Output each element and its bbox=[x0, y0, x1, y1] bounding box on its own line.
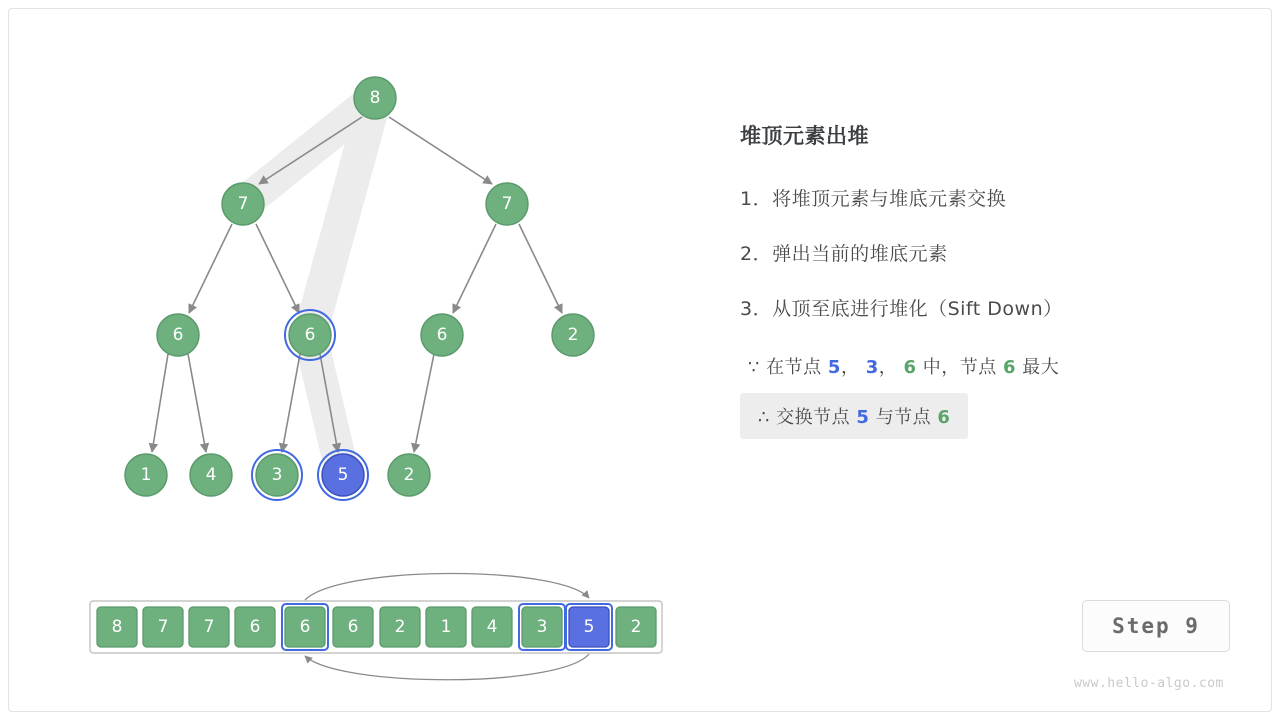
reason-premise-max: 6 bbox=[1002, 357, 1016, 378]
array-cell bbox=[426, 607, 466, 647]
tree-node-label: 7 bbox=[501, 194, 513, 214]
reason-conclusion-middle: 与节点 bbox=[875, 407, 932, 428]
reason-premise-b: 3 bbox=[865, 357, 879, 378]
tree-node bbox=[552, 314, 594, 356]
panel-step-1: 1．将堆顶元素与堆底元素交换 bbox=[740, 188, 1007, 210]
array-cell-label: 7 bbox=[157, 617, 169, 637]
array-cell-label: 2 bbox=[630, 617, 642, 637]
tree-node bbox=[222, 183, 264, 225]
reason-premise-a: 5 bbox=[827, 357, 841, 378]
array-cell-label: 6 bbox=[249, 617, 261, 637]
tree-node bbox=[190, 454, 232, 496]
array-cell bbox=[333, 607, 373, 647]
reason-premise-prefix: ∵ 在节点 bbox=[748, 357, 822, 378]
array-cell-selected bbox=[519, 604, 565, 650]
tree-node-selected bbox=[252, 450, 302, 500]
reason-conclusion-a: 5 bbox=[856, 407, 870, 428]
tree-node-label: 5 bbox=[337, 465, 349, 485]
reason-premise-c: 6 bbox=[903, 357, 917, 378]
tree-node-label: 8 bbox=[369, 88, 381, 108]
array-cell-label: 6 bbox=[347, 617, 359, 637]
reason-conclusion-prefix: ∴ 交换节点 bbox=[758, 407, 851, 428]
array-cell-label: 4 bbox=[486, 617, 498, 637]
array-cell bbox=[380, 607, 420, 647]
array-cell-label: 1 bbox=[440, 617, 452, 637]
array-cell-label: 6 bbox=[299, 617, 311, 637]
reason-conclusion-b: 6 bbox=[937, 407, 951, 428]
tree-node-label: 7 bbox=[237, 194, 249, 214]
tree-node bbox=[421, 314, 463, 356]
reason-premise-suffix: 最大 bbox=[1022, 357, 1060, 378]
tree-node-selected bbox=[285, 310, 335, 360]
tree-node-label: 2 bbox=[403, 465, 415, 485]
sift-down-path-highlight bbox=[243, 98, 375, 475]
array-cell bbox=[616, 607, 656, 647]
panel-step-3: 3．从顶至底进行堆化（Sift Down） bbox=[740, 298, 1063, 320]
panel-step-2: 2．弹出当前的堆底元素 bbox=[740, 243, 948, 265]
tree-node bbox=[157, 314, 199, 356]
array-cell-target bbox=[566, 604, 612, 650]
tree-node-label: 6 bbox=[436, 325, 448, 345]
step-badge: Step 9 bbox=[1082, 600, 1230, 652]
explanation-panel bbox=[740, 120, 1240, 449]
array-cell bbox=[472, 607, 512, 647]
tree-node-label: 6 bbox=[172, 325, 184, 345]
tree-node-label: 6 bbox=[304, 325, 316, 345]
tree-node bbox=[125, 454, 167, 496]
array-cell bbox=[97, 607, 137, 647]
tree-node-label: 2 bbox=[567, 325, 579, 345]
reason-conclusion bbox=[740, 393, 968, 439]
tree-node-target bbox=[318, 450, 368, 500]
reason-premise-sep1: ， bbox=[840, 357, 860, 378]
array-cell bbox=[143, 607, 183, 647]
watermark: www.hello-algo.com bbox=[1074, 676, 1224, 691]
reason-premise bbox=[740, 349, 1067, 383]
array-cell-label: 5 bbox=[583, 617, 595, 637]
panel-title: 堆顶元素出堆 bbox=[740, 124, 869, 148]
array-cell-label: 7 bbox=[203, 617, 215, 637]
tree-node-label: 3 bbox=[271, 465, 283, 485]
tree-node-label: 4 bbox=[205, 465, 217, 485]
array-cell-selected bbox=[282, 604, 328, 650]
reason-premise-middle: 中，节点 bbox=[922, 357, 997, 378]
array-cell-label: 3 bbox=[536, 617, 548, 637]
array-cell-label: 8 bbox=[111, 617, 123, 637]
tree-node bbox=[354, 77, 396, 119]
array-cell bbox=[235, 607, 275, 647]
tree-node bbox=[486, 183, 528, 225]
array-cell bbox=[189, 607, 229, 647]
reason-premise-sep2: ， bbox=[878, 357, 898, 378]
array-cell-label: 2 bbox=[394, 617, 406, 637]
tree-node bbox=[388, 454, 430, 496]
tree-node-label: 1 bbox=[140, 465, 152, 485]
array-representation bbox=[90, 573, 662, 679]
